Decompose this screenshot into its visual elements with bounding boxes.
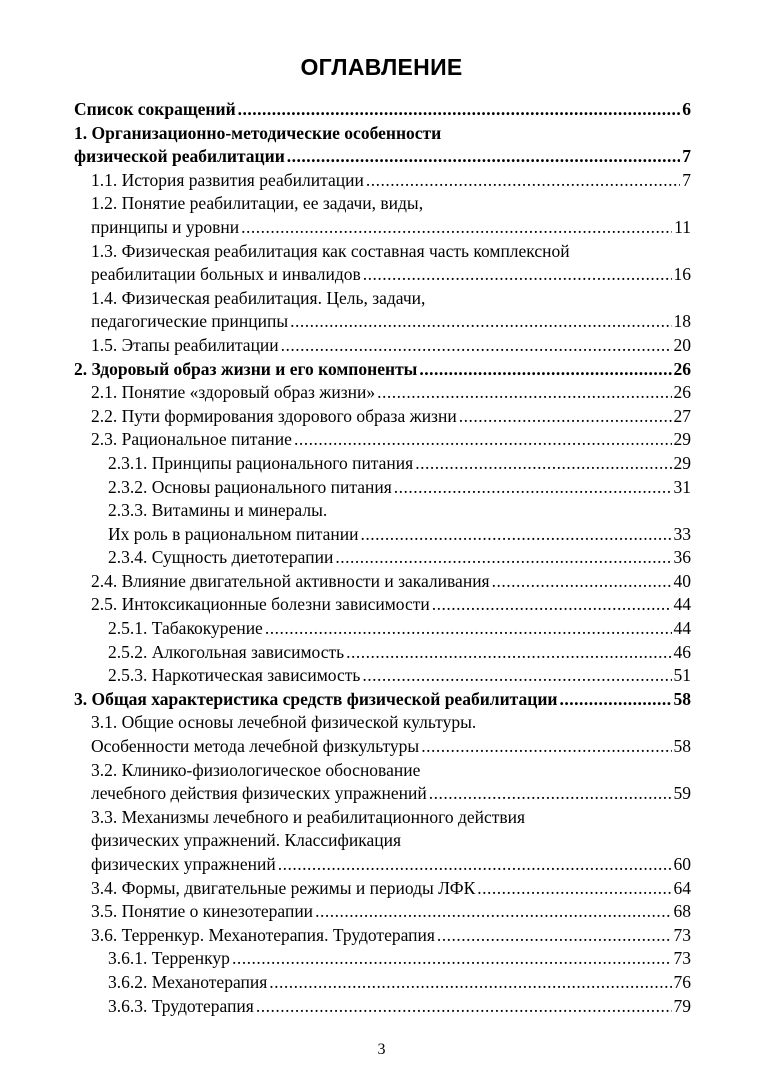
- toc-entry-title: педагогические принципы: [91, 311, 289, 332]
- toc-leader-dots: [360, 523, 671, 547]
- toc-entry[interactable]: [74, 405, 691, 429]
- toc-leader-dots: [377, 381, 671, 405]
- toc-entry-title: 1.2. Понятие реабилитации, ее задачи, виды,: [91, 193, 424, 214]
- toc-entry-page: 64: [673, 877, 691, 898]
- toc-entry-title: 2.5.2. Алкогольная зависимость: [108, 641, 345, 662]
- toc-entry[interactable]: [74, 287, 691, 311]
- toc-leader-dots: [346, 641, 671, 665]
- toc-entry[interactable]: [74, 641, 691, 665]
- toc-entry-title: физических упражнений: [91, 854, 276, 874]
- toc-leader-dots: [437, 924, 672, 948]
- toc-leader-dots: [281, 334, 672, 358]
- toc-entry-title: лечебного действия физических упражнений: [91, 783, 427, 804]
- toc-entry-title: 3.6. Терренкур. Механотерапия. Трудотерапия: [91, 924, 435, 945]
- toc-entry[interactable]: [74, 617, 691, 641]
- toc-leader-dots: [421, 735, 671, 759]
- toc-leader-dots: [363, 263, 672, 287]
- toc-entry-page: 73: [673, 924, 691, 945]
- toc-leader-dots: [366, 169, 680, 193]
- toc-entry-title: 3.2. Клинико-физиологическое обоснование: [91, 759, 421, 780]
- toc-leader-dots: [432, 593, 672, 617]
- toc-entry-page: 18: [673, 311, 691, 332]
- toc-entry-title: принципы и уровни: [91, 216, 240, 237]
- toc-entry-title: 2.5.3. Наркотическая зависимость: [108, 665, 361, 686]
- toc-entry[interactable]: [74, 570, 691, 594]
- toc-entry-page: 31: [673, 476, 691, 497]
- toc-entry-title: 2.3. Рациональное питание: [91, 429, 292, 450]
- toc-entry[interactable]: [74, 310, 691, 334]
- toc-entry-page: 16: [673, 264, 691, 285]
- toc-entry-title: 3.5. Понятие о кинезотерапии: [91, 901, 314, 922]
- toc-entry[interactable]: [74, 711, 691, 735]
- toc-entry-page: 36: [673, 547, 691, 568]
- toc-leader-dots: [459, 405, 672, 429]
- toc-entry[interactable]: [74, 995, 691, 1019]
- toc-entry-page: 11: [674, 216, 691, 237]
- toc-entry-page: 60: [673, 854, 691, 874]
- toc-leader-dots: [241, 216, 672, 240]
- page-title: ОГЛАВЛЕНИЕ: [300, 54, 463, 80]
- toc-leader-dots: [238, 98, 681, 122]
- toc-entry[interactable]: [74, 900, 691, 924]
- toc-entry-title: 3.6.3. Трудотерапия: [108, 995, 254, 1016]
- toc-entry-title: 3.1. Общие основы лечебной физической культуры.: [91, 712, 477, 733]
- toc-leader-dots: [419, 358, 671, 382]
- toc-entry[interactable]: [74, 476, 691, 500]
- toc-leader-dots: [278, 853, 672, 877]
- toc-entry[interactable]: [74, 971, 691, 995]
- toc-entry-title: реабилитации больных и инвалидов: [91, 264, 361, 285]
- toc-entry-title: 1.3. Физическая реабилитация как составная часть комплексной: [91, 240, 570, 261]
- toc-entry[interactable]: [74, 216, 691, 240]
- toc-entry-page: 68: [673, 901, 691, 922]
- toc-entry[interactable]: [74, 664, 691, 688]
- toc-entry-page: 7: [682, 169, 691, 190]
- toc-entry-page: 29: [673, 429, 691, 450]
- toc-leader-dots: [477, 877, 671, 901]
- toc-entry[interactable]: [74, 452, 691, 476]
- toc-entry-title: 2.4. Влияние двигательной активности и закаливания: [91, 570, 490, 591]
- toc-entry-title: 2.3.1. Принципы рационального питания: [108, 452, 414, 473]
- toc-leader-dots: [315, 900, 671, 924]
- toc-leader-dots: [294, 428, 672, 452]
- toc-entry[interactable]: [74, 853, 691, 877]
- toc-leader-dots: [269, 971, 671, 995]
- toc-entry[interactable]: [74, 735, 691, 759]
- toc-leader-dots: [560, 688, 672, 712]
- toc-entry-title: 2. Здоровый образ жизни и его компоненты: [74, 358, 418, 379]
- toc-entry-page: 46: [673, 641, 691, 662]
- toc-entry[interactable]: [74, 98, 691, 122]
- toc-leader-dots: [335, 546, 671, 570]
- toc-entry[interactable]: [74, 145, 691, 169]
- toc-entry-page: 59: [673, 783, 691, 804]
- toc-entry-title: физической реабилитации: [74, 146, 285, 167]
- toc-entry-page: 7: [682, 146, 691, 167]
- toc-leader-dots: [394, 476, 672, 500]
- toc-entry-title: 3.6.1. Терренкур: [108, 948, 230, 969]
- toc-entry-title: 2.3.3. Витамины и минералы.: [108, 500, 328, 521]
- toc-entry-page: 44: [673, 618, 691, 639]
- toc-leader-dots: [256, 995, 672, 1019]
- toc-entry[interactable]: [74, 381, 691, 405]
- toc-entry-title: 2.3.2. Основы рационального питания: [108, 476, 392, 497]
- toc-leader-dots: [492, 570, 672, 594]
- toc-entry[interactable]: [74, 240, 691, 264]
- toc-entry-page: 58: [673, 736, 691, 757]
- toc-entry[interactable]: [74, 877, 691, 901]
- toc-entry[interactable]: [74, 782, 691, 806]
- toc-entry-title: 2.1. Понятие «здоровый образ жизни»: [91, 382, 376, 403]
- toc-entry[interactable]: [74, 947, 691, 971]
- toc-entry-page: 76: [673, 971, 691, 992]
- page-number: 3: [377, 1041, 386, 1058]
- toc-entry[interactable]: [74, 924, 691, 948]
- toc-leader-dots: [290, 310, 671, 334]
- toc-entry-page: 27: [673, 405, 691, 426]
- toc-entry-page: 58: [673, 688, 691, 709]
- toc-entry-title: Особенности метода лечебной физкультуры: [91, 736, 420, 757]
- toc-leader-dots: [232, 947, 672, 971]
- toc-leader-dots: [429, 782, 672, 806]
- toc-entry-title: 2.5.1. Табакокурение: [108, 618, 263, 639]
- toc-entry-title: 1.5. Этапы реабилитации: [91, 334, 279, 355]
- toc-entry[interactable]: [74, 688, 691, 712]
- toc-entry[interactable]: [74, 122, 691, 146]
- toc-entry-title: физических упражнений. Классификация: [91, 830, 402, 851]
- toc-leader-dots: [287, 145, 680, 169]
- toc-entry-title: 1. Организационно-методические особенности: [74, 122, 442, 143]
- toc-leader-dots: [362, 664, 671, 688]
- toc-entry[interactable]: [74, 169, 691, 193]
- toc-entry-title: 3.3. Механизмы лечебного и реабилитационного действия: [91, 806, 526, 827]
- toc-entry[interactable]: [74, 263, 691, 287]
- toc-entry-title: 2.3.4. Сущность диетотерапии: [108, 547, 334, 568]
- toc-entry-title: 3. Общая характеристика средств физической реабилитации: [74, 688, 558, 709]
- toc-entry[interactable]: [74, 829, 691, 853]
- toc-entry[interactable]: [74, 428, 691, 452]
- toc-entry-title: Список сокращений: [74, 99, 236, 119]
- toc-leader-dots: [415, 452, 671, 476]
- toc-entry-title: 3.4. Формы, двигательные режимы и периоды ЛФК: [91, 877, 476, 898]
- table-of-contents: [74, 98, 691, 1018]
- toc-entry-page: 40: [673, 570, 691, 591]
- toc-entry-title: 2.2. Пути формирования здорового образа жизни: [91, 405, 457, 426]
- toc-entry[interactable]: [74, 759, 691, 783]
- toc-entry-title: 3.6.2. Механотерапия: [108, 971, 268, 992]
- toc-entry[interactable]: [74, 546, 691, 570]
- toc-entry-page: 26: [673, 358, 691, 379]
- toc-entry-title: 2.5. Интоксикационные болезни зависимости: [91, 594, 430, 615]
- toc-entry[interactable]: [74, 806, 691, 830]
- toc-entry[interactable]: [74, 192, 691, 216]
- toc-leader-dots: [265, 617, 672, 641]
- toc-entry[interactable]: [74, 499, 691, 523]
- toc-entry[interactable]: [74, 523, 691, 547]
- toc-entry-page: 79: [673, 995, 691, 1016]
- toc-entry-page: 29: [673, 452, 691, 473]
- toc-entry-page: 51: [673, 665, 691, 686]
- toc-entry-title: 1.4. Физическая реабилитация. Цель, задачи,: [91, 287, 426, 308]
- toc-entry[interactable]: [74, 334, 691, 358]
- toc-entry[interactable]: [74, 358, 691, 382]
- toc-entry-title: 1.1. История развития реабилитации: [91, 169, 364, 190]
- toc-entry-page: 20: [673, 334, 691, 355]
- toc-entry[interactable]: [74, 593, 691, 617]
- toc-entry-page: 6: [682, 99, 691, 119]
- toc-entry-page: 26: [673, 382, 691, 403]
- toc-entry-page: 44: [673, 594, 691, 615]
- toc-entry-title: Их роль в рациональном питании: [108, 523, 359, 544]
- toc-entry-page: 73: [673, 948, 691, 969]
- toc-entry-page: 33: [673, 523, 691, 544]
